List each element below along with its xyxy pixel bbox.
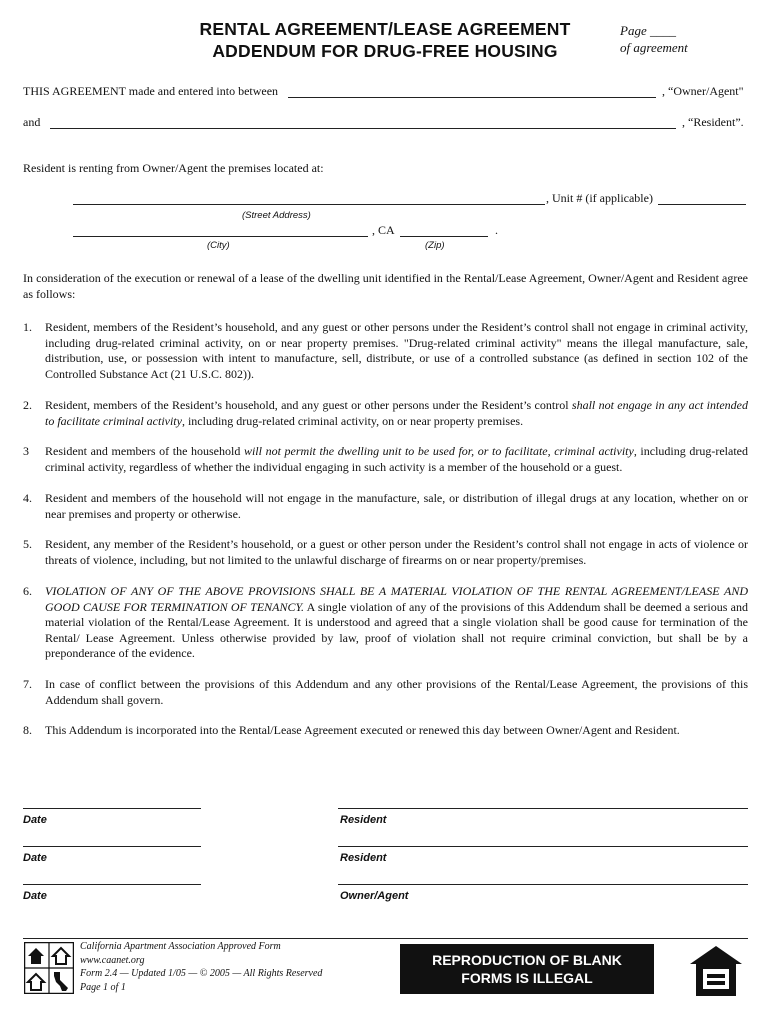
ca-label: , CA [372,223,395,237]
city-caption: (City) [207,240,230,251]
title-line-1: RENTAL AGREEMENT/LEASE AGREEMENT [199,19,571,39]
caa-logo-icon [24,942,74,994]
date-signature-line-2[interactable] [23,846,201,847]
clause-text: VIOLATION OF ANY OF THE ABOVE PROVISIONS SHALL BE A MATERIAL VIOLATION OF THE RENTAL AGREEMENT/LEASE AND GOOD CAUSE FOR TERMINATION OF TENANCY. A single violation of any of the provisions of this Addendum shall be deemed a serious and material violation of the Rental/Lease Agreement. It is understood and agreed that a single violation shall be good cause for termination of the Rental/ Lease Agreement. Unless otherwise provided by law, proof of violation shall not require criminal conviction, but shall be by a preponderance of the evidence. [45,584,748,660]
clause-7 [23,677,748,708]
clause-text: Resident, members of the Resident’s household, and any guest or other persons under the Resident’s control shall not engage in criminal activity, including drug-related criminal activity, on or near property premises. "Drug-related criminal activity" means the illegal manufacture, sale, distribution, use, or possession with intent to manufacture, sell, distribute, or use of a controlled substance (as defined in section 102 of the Controlled Substance Act (21 U.S.C. 802)). [45,320,748,381]
date-signature-line-3[interactable] [23,884,201,885]
owner-agent-label: Owner/Agent [340,890,409,902]
resident-label-2: Resident [340,852,387,864]
premises-intro: Resident is renting from Owner/Agent the premises located at: [23,161,324,175]
period-mark: . [495,223,498,237]
clause-number: 4. [23,491,32,505]
banner-line-1: REPRODUCTION OF BLANK [432,952,622,968]
owner-agent-suffix: , “Owner/Agent" [662,84,744,98]
clause-text: In case of conflict between the provisions of this Addendum and any other provisions of the Rental/Lease Agreement, the provisions of this Addendum shall govern. [45,677,748,707]
clause-number: 1. [23,320,32,334]
banner-line-2: FORMS IS ILLEGAL [461,970,593,986]
resident-label-1: Resident [340,814,387,826]
clause-number: 7. [23,677,32,691]
resident-signature-line-1[interactable] [338,808,748,809]
clause-4 [23,491,748,522]
footer-info [80,940,322,994]
clause-number: 3 [23,444,29,458]
date-signature-line-1[interactable] [23,808,201,809]
resident-name-field[interactable] [50,128,676,129]
street-address-field[interactable] [73,204,545,205]
clause-text: Resident and members of the household will not engage in the manufacture, sale, or distribution of illegal drugs at any location, whether on or near premises and property or otherwise. [45,491,748,521]
clause-number: 2. [23,398,32,412]
clause-number: 8. [23,723,32,737]
date-label-1: Date [23,814,47,826]
clause-5 [23,537,748,568]
clause-1 [23,320,748,382]
approved-form-text: California Apartment Association Approved Form [80,941,281,952]
unit-field[interactable] [658,204,746,205]
date-label-3: Date [23,890,47,902]
resident-suffix: , “Resident”. [682,115,744,129]
resident-signature-line-2[interactable] [338,846,748,847]
and-label: and [23,115,41,129]
city-field[interactable] [73,236,368,237]
agreement-between-label: THIS AGREEMENT made and entered into between [23,84,279,98]
clause-6 [23,584,748,662]
owner-agent-signature-line[interactable] [338,884,748,885]
street-address-caption: (Street Address) [242,210,311,221]
website-text: www.caanet.org [80,954,145,966]
form-title [150,18,620,62]
consideration-paragraph: In consideration of the execution or renewal of a lease of the dwelling unit identified in the Rental/Lease Agreement, Owner/Agent and Resident agree as follows: [23,271,748,301]
zip-field[interactable] [400,236,488,237]
zip-caption: (Zip) [425,240,445,251]
title-line-2: ADDENDUM FOR DRUG-FREE HOUSING [212,41,558,61]
clause-text: Resident and members of the household will not permit the dwelling unit to be used for, or to facilitate, criminal activity, including drug-related criminal activity, regardless of whether the individual engaging in such activity is a member of the household or a guest. [45,444,748,474]
page-label: Page ____ [620,23,676,38]
unit-label: , Unit # (if applicable) [546,191,653,205]
clause-text: This Addendum is incorporated into the Rental/Lease Agreement executed or renewed this day between Owner/Agent and Resident. [45,723,680,737]
page-reference [620,22,688,56]
of-agreement-label: of agreement [620,40,688,55]
page-count-text: Page 1 of 1 [80,981,126,993]
clause-number: 6. [23,584,32,598]
clause-text: Resident, any member of the Resident’s household, or a guest or other person under the Resident’s control shall not engage in acts of violence or threats of violence, including, but not limited to the unlawful discharge of firearms on or near property/premises. [45,537,748,567]
owner-agent-field[interactable] [288,97,656,98]
form-number-text: Form 2.4 — Updated 1/05 — © 2005 — All Rights Reserved [80,968,323,979]
footer-divider [23,938,748,939]
reproduction-warning-banner [400,944,654,994]
date-label-2: Date [23,852,47,864]
equal-housing-icon [688,944,744,998]
clause-2 [23,398,748,429]
clause-8 [23,723,748,739]
clause-number: 5. [23,537,32,551]
clause-text: Resident, members of the Resident’s household, and any guest or other persons under the Resident’s control shall not engage in any act intended to facilitate criminal activity, including drug-related criminal activity, on or near property premises. [45,398,748,428]
clause-3 [23,444,748,475]
